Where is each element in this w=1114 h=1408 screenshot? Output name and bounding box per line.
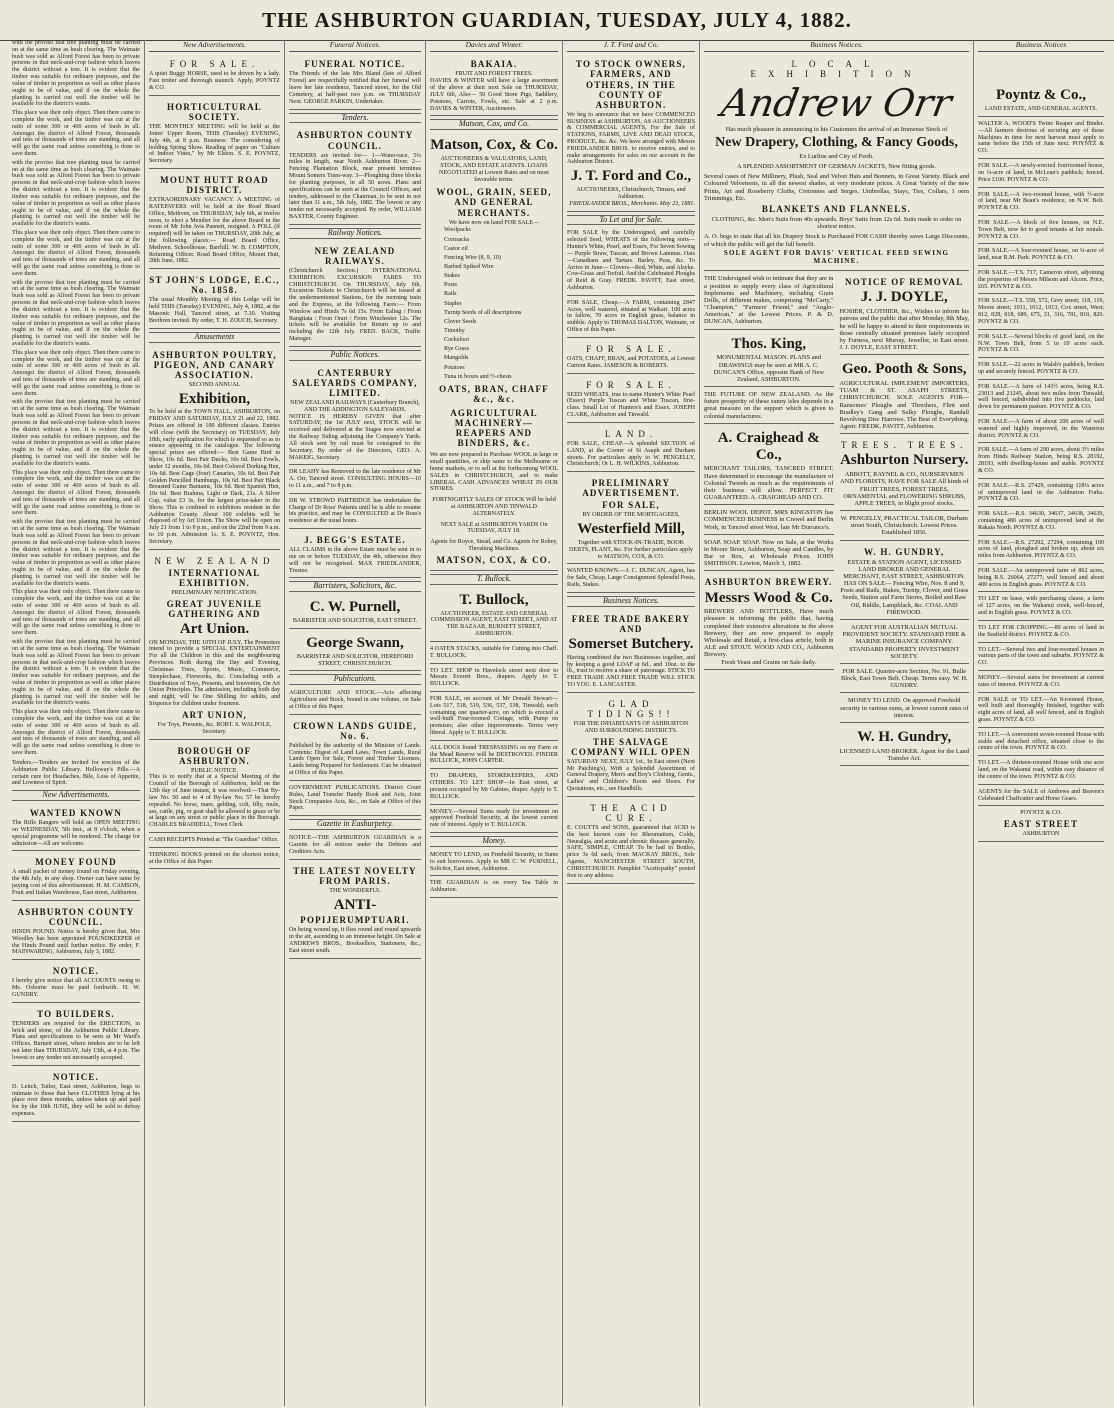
- advertisement: FUNERAL NOTICE. The Friends of the late Mrs Bland (late of Alford Forest) are respectfully notified that her funeral will leave her late residence, Tancred street, for the Old Cemetery, at half-past two p.m. on THURSDAY Next. GEORGE PARKIN, Undertaker.: [289, 55, 421, 109]
- advertisement: MONEY TO LEND. On approved Freehold security in various sums, at lowest current rates of interest.: [840, 695, 970, 723]
- column-5: [563, 40, 700, 1406]
- advertisement: GOVERNMENT PUBLICATIONS. District Court Rules, Land Transfer Handy Book and Acts, Joint Stock Companies Acts, &c., on Sale at Office of this Paper.: [289, 783, 421, 816]
- advertisement: FOR SALE. SEED WHEATS, true to name Hunter's White Pearl (Essex) Purple Tuscan and White Tuscan, first-class. Small Lot of Hunters's and Essex. JOSEPH CLARK, Ashburton and Tinwald.: [567, 376, 695, 423]
- property-listing: TO LET.—A thirteen-roomed House with one acre land, on the Wakanui road, within easy distance of the centre of the town. POYNTZ & CO.: [978, 758, 1104, 784]
- column-header: Business Notices: [978, 40, 1104, 52]
- advertisement: THE FUTURE OF NEW ZEALAND. As the future prosperity of these sunny isles depends in a great measure on the support which is given to colonial manufactures.: [704, 389, 834, 424]
- column-1: [8, 40, 145, 1406]
- property-listing: TO LET FOR CROPPING.—80 acres of land in the Seafield district. POYNTZ & CO.: [978, 623, 1104, 643]
- article-text: with the proviso that tree planting must be carried on at the same time as bush clearing. The Waimate bush was sold as Alford Forest has been to private persons in that neck-and-crop fashion which leaves the district without a tree. It is evident that the timber was suitable for ordinary purposes, and the value of timber in proportion as well as other places ought to be of value, and if on the whole the planting is carried out well the timber will be available for the district's wants.: [12, 519, 140, 587]
- column-3: [285, 40, 426, 1406]
- property-listing: FOR SALE.—R.S. 27429, containing 118¼ acres of unimproved land in the Ashburton Forks. POYNTZ & CO.: [978, 481, 1104, 507]
- column-header: New Advertisements.: [149, 40, 280, 52]
- article-text: This place was their only object. Then there came to complete the work, and the timber was cut at the ratio of some 300 or 400 acres of bush in all. Amongst the district of Alford Forest, thousands and tens of thousands of trees are standing, and all will go the same road unless something is done to save them.: [12, 589, 140, 637]
- advertisement: ALL DOGS found TRESPASSING on my Farm or the Mead Reserve will be DESTROYED. FINDER BULLOCK, JOHN CARTER.: [430, 743, 558, 769]
- advertisement: CANTERBURY SALEYARDS COMPANY, LIMITED. NEW ZEALAND RAILWAYS (Canterbury Branch), AND THE ADDINGTON SALEYARDS. NOTICE IS HEREBY GIVEN that after SATURDAY, the 1st JULY next, STOCK will be received and delivered at the Stages now erected at the Railway Siding adjoining the Company's Yards. All stock sent by rail must be consigned to the Secretary. By order of the Directors, GEO. A. MAKEIG, Secretary.: [289, 364, 421, 466]
- advertisement: FOR SALE, Cheap.—A FARM, containing 2847 Acres, well watered, situated at Waikari. 100 acres in fallow, 70 acres in English grass, balance in stubble. Apply to THOMAS DALTON, Waimate, or Office of this Paper.: [567, 298, 695, 338]
- advertisement: TO LET. SHOP in Havelock street next door to Messrs Everett Bros., drapers. Apply to T. BULLOCK.: [430, 666, 558, 692]
- page-columns: [8, 40, 1108, 1406]
- advertisement: PRELIMINARY ADVERTISEMENT. FOR SALE, BY ORDER OF THE MORTGAGEES, Westerfield Mill, Together with STOCK-IN-TRADE, BOOK DEBTS, PLANT, &c. For further particulars apply to MATSON, COX, & CO.: [567, 474, 695, 564]
- property-listing: FOR SALE.—A four-roomed house, on ¼-acre of land, near R.M. Park. POYNTZ & CO.: [978, 246, 1104, 266]
- advertisement: BOROUGH OF ASHBURTON. PUBLIC NOTICE. This is to notify that at a Special Meeting of the Council of the Borough of Ashburton, held on the 12th day of June instant, it was resolved:—That By-law No. 50 and to 4 of By-law No. 57 be hereby repealed. No horse, mare, gelding, colt, filly, mule, ass, cattle, pig, or goat shall be allowed to graze or be at large on any street or public place in the Borough. CHARLES BRADDELL, Town Clerk.: [149, 742, 280, 833]
- section-header: Public Notices.: [289, 350, 421, 361]
- advertisement: Thos. King, MONUMENTAL MASON. PLANS and DRAWINGS may be seen at MR A. C. DUNCAN'S Office, opposite Bank of New Zealand, ASHBURTON.: [704, 332, 834, 387]
- advertisement: Poyntz & Co., LAND ESTATE, AND GENERAL AGENTS.: [978, 55, 1104, 117]
- advertisement: THINKING BOOKS printed on the shortest notice, at the Office of this Paper.: [149, 850, 280, 870]
- section-header: T. Bullock.: [430, 574, 558, 585]
- article-text: with the proviso that tree planting must be carried on at the same time as bush clearing. The Waimate bush was sold as Alford Forest has been to private persons in that neck-and-crop fashion which leaves the district without a tree. It is evident that the timber was suitable for ordinary purposes, and the value of timber in proportion as well as other places ought to be of value, and if on the whole the planting is carried out well the timber will be available for the district's wants.: [12, 279, 140, 347]
- column-4: [426, 40, 563, 1406]
- section-header: Tenders.: [289, 113, 421, 124]
- advertisement-footer: POYNTZ & CO. EAST STREET ASHBURTON: [978, 808, 1104, 842]
- advertisement: FOR SALE. OATS, CHAFF, BRAN, and POTATOES, at Lowest Current Rates. JAMESON & ROBERTS.: [567, 340, 695, 374]
- section-header: Railway Notices.: [289, 228, 421, 239]
- advertisement: George Swann, BARRISTER AND SOLICITOR, HEREFORD STREET, CHRISTCHURCH.: [289, 631, 421, 671]
- newspaper-title: THE ASHBURTON GUARDIAN, TUESDAY, JULY 4, 1882.: [262, 8, 852, 32]
- advertisement: DR W. STROWD PARTRIDGE has undertaken the Charge of Dr Ross' Patients until he is able to resume his practice, and may be CONSULTED at Dr Ross's residence at the usual hours.: [289, 496, 421, 529]
- advertisement: NOTICE. I hereby give notice that all ACCOUNTS owing to Ms. Osborne must be paid forthwith. H. W. GUNDRY.: [12, 962, 140, 1003]
- advertisement: FOR SALE. A quiet Buggy HORSE, used to be driven by a lady. Fast trotter and thorough staunch. Apply, POYNTZ & CO.: [149, 55, 280, 96]
- section-header: New Advertisements.: [12, 790, 140, 801]
- sub-column-right: [840, 273, 970, 768]
- article-text: This place was their only object. Then there came to complete the work, and the timber was cut at the ratio of some 300 or 400 acres of bush in all. Amongst the district of Alford Forest, thousands and tens of thousands of trees are standing, and all will go the same road unless something is done to save them.: [12, 469, 140, 517]
- advertisement: THE ACID CURE. E. COUTTS and SONS, guaranteed that ACID is the best known cure for Rheumatism, Colds, Neuralgia, and acute and chronic diseases generally. SAFE, SIMPLE, CHEAP. To be had in Bottles, price 3s 6d each, from MACKAY BROS., Sole Agents, MANCHESTER STREET SOUTH, CHRISTCHURCH. Pamphlet "Aceticpathy" posted free to any address.: [567, 799, 695, 884]
- signature-logo: Andrew Orr: [718, 80, 955, 125]
- advertisement: MONEY TO LEND, on Freehold Security, in Sums to suit borrowers. Apply to MR C. W. PURNELL, Solicitor, East street, Ashburton.: [430, 850, 558, 876]
- advertisement: THE Undersigned wish to intimate that they are in a position to supply every class of Agricultural Implements and Machinery, including Grain Drills, of different makes, comprising "McCarty," "Champion," "Farmers' Friend," and "Anglo-American," at the Lowest Prices. P. & D. DUNCAN, Ashburton.: [704, 273, 834, 329]
- property-listing: FOR SALE or TO LET.—An 8-roomed House, well built and thoroughly finished, together with eight acres of land, all well fenced, and in English grass. POYNTZ & CO.: [978, 695, 1104, 728]
- advertisement: FOR SALE, on account of Mr Donald Stewart—Lots 517, 518, 519, 536, 537, 538, Tinwald; each containing one quarter-acre, on which is erected a well-built Four-roomed Cottage, with Pump on premises; also other improvements. Terms very liberal. Apply to T. BULLOCK.: [430, 694, 558, 741]
- property-listing: TO LET.—Several two and four-roomed houses in various parts of the town and suburbs. POYNTZ & CO.: [978, 645, 1104, 671]
- advertisement: NEW ZEALAND INTERNATIONAL EXHIBITION. PRELIMINARY NOTIFICATION. GREAT JUVENILE GATHERING AND Art Union. ON MONDAY, THE 10TH OF JULY, The Promoters intend to provide a SPECIAL ENTERTAINMENT For all the Children in this and the neighbouring Provinces. Both during the Day and Evening, Christmas Trees, Sports, Music, Commerce, Steeplechase, Fireworks, &c. Concluding with a Distribution of Toys, Presents, and Souvenirs, On Art Union Principles. The admission, including both day and night, will be One Shilling for adults, and Sixpence for children under fourteen. ART UNION, For Toys, Presents, &c. ROBT. S. WALPOLE, Secretary.: [149, 552, 280, 740]
- advertisement: NOTICE—THE ASHBURTON GUARDIAN is a Gazette for all notices under the Debtors and Creditors Acts.: [289, 833, 421, 859]
- article-text: with the proviso that tree planting must be carried on at the same time as bush clearing. The Waimate bush was sold as Alford Forest has been to private persons in that neck-and-crop fashion which leaves the district without a tree. It is evident that the timber was suitable for ordinary purposes, and the value of timber in proportion as well as other places ought to be of value, and if on the whole the planting is carried out well the timber will be available for the district's wants.: [12, 399, 140, 467]
- advertisement: CASH RECEIPTS Printed at "The Guardian" Office.: [149, 835, 280, 848]
- property-listing: FOR SALE.—R.S. 34630, 34637, 34638, 34639, containing 480 acres of unimproved land at the Rakaia North. POYNTZ & CO.: [978, 509, 1104, 535]
- property-listing: AGENTS for the SALE of Andrews and Beaven's Celebrated Chaffcutter and Horse Gears.: [978, 787, 1104, 807]
- advertisement: A. Craighead & Co., MERCHANT TAILORS, TANCRED STREET. Have determined to encourage the manufacture of Colonial Tweeds as much as the requirements of their business will allow. PERFECT FIT GUARANTEED. A. CRAIGHEAD AND CO.: [704, 426, 834, 505]
- property-listing: TO LET.—A convenient seven-roomed House with stable and detached office, situated close to the centre of the town. POYNTZ & CO.: [978, 730, 1104, 756]
- advertisement: ASHBURTON BREWERY. Messrs Wood & Co. BREWERS AND BOTTLERS, Have much pleasure in informing the public that, having completed their extensive alterations in the above Brewery, they are now prepared to supply Wholesale and Retail, a first-class article, both in ALE and STOUT. WOOD AND CO., Ashburton Brewery. Fresh Yeast and Grains on Sale daily.: [704, 573, 834, 669]
- section-header: Gazette in Eashurpetcy.: [289, 819, 421, 830]
- advertisement: TO BUILDERS. TENDERS are required for the ERECTION, in brick and stone, of the Ashburton Public Library. Plans and specifications to be seen at Mr Ward's Offices, Burnett street, where tenders are to be left not later than THURSDAY, July 13th, at 4 p.m. The lowest or any tender not necessarily accepted.: [12, 1005, 140, 1066]
- advertisement: TO DRAPERS, STOREKEEPERS, AND OTHERS. TO LET SHOP—In East street, at present occupied by Mr Gabites, draper. Apply to T. BULLOCK.: [430, 771, 558, 804]
- column-header: J. T. Ford and Co.: [567, 40, 695, 52]
- advertisement-andrew-orr: LOCAL EXHIBITION Andrew Orr Has much pleasure in announcing to his Customers the arrival of an Immense Stock of New Drapery, Clothing, & Fancy Goods, Ex Lurline and City of Perth. A SPLENDID ASSORTMENT OF GERMAN JACKETS, New fitting goods. Several cases of New Millinery, Plush, Seal and Velvet Hats and Bonnets, in Great Variety. Black and Coloured Velveteens, in all the newest shades, at very moderate prices. A Great Variety of the new Prints, Art and Roseberry Cloths, Cretonnes and Serges. Umbrellas, Stays, Ties, Collars, 1 oem Trimmings, Etc. BLANKETS AND FLANNELS. CLOTHING, &c. Men's Suits from 40s upwards. Boys' Suits from 12s 6d. Suits made to order on shortest notice. A. O. begs to state that all his Drapery Stock is Purchased FOR CASH thereby saves Large Discounts, of which the public will get the full benefit. SOLE AGENT FOR DAVIS' VERTICAL FEED SEWING MACHINE.: [704, 55, 969, 271]
- column-6: [700, 40, 974, 1406]
- section-header: To Let and for Sale.: [567, 215, 695, 226]
- advertisement: W. H. GUNDRY, ESTATE & STATION AGENT, LICENSED LAND BROKER AND GENERAL MERCHANT, EAST STREET, ASHBURTON. HAS ON SALE— Fencing Wire, Nos. 8 and 9, Posts and Rails, Stakes, Turnip, Clover, and Grass Seeds, Station and Farm Stores, Boiled and Raw Oil, Riddle, Lampblack, &c. COAL AND FIREWOOD.: [840, 543, 970, 620]
- advertisement: W. H. Gundry, LICENSED LAND BROKER. Agent for the Land Transfer Act.: [840, 725, 970, 766]
- advertisement: CROWN LANDS GUIDE, No. 6. Published by the authority of the Minister of Lands. Contents: Digest of Land Laws, Town Lands, Rural Lands Open for Sale, Forest and Timber Licenses, Lands being Prepared for Settlement. Can be obtained at Office of this Paper.: [289, 717, 421, 781]
- advertisement: T. Bullock, AUCTIONEER, ESTATE AND GENERAL COMMISSION AGENT, EAST STREET, AND AT THE BAZAAR, BURNETT STREET, ASHBURTON.: [430, 588, 558, 642]
- advertisement: DR LEAHY has Removed to the late residence of Mr A. Orr, Tancred street. CONSULTING HOURS—10 to 11 a.m., and 7 to 8 p.m.: [289, 467, 421, 493]
- advertisement: MONEY.—Several Sums ready for investment on approved Freehold Security, at the lowest current rate of interest. Apply to T. BULLOCK.: [430, 807, 558, 833]
- article-text: with the proviso that tree planting must be carried on at the same time as bush clearing. The Waimate bush was sold as Alford Forest has been to private persons in that neck-and-crop fashion which leaves the district without a tree. It is evident that the timber was suitable for ordinary purposes, and the value of timber in proportion as well as other places ought to be of value, and if on the whole the planting is carried out well the timber will be available for the district's wants.: [12, 639, 140, 707]
- property-listing: FOR SALE.—T.S. 558, 572, Grey street; 118, 119, Moore street; 1011, 1012, 1013, Cox street, West; 812, 828, 818, 689, 675, 31, 316, 781, 810, 820. POYNTZ & CO.: [978, 296, 1104, 329]
- article-text: with the proviso that tree planting must be carried on at the same time as bush clearing. The Waimate bush was sold as Alford Forest has been to private persons in that neck-and-crop fashion which leaves the district without a tree. It is evident that the timber was suitable for ordinary purposes, and the value of timber in proportion as well as other places ought to be of value, and if on the whole the planting is carried out well the timber will be available for the district's wants.: [12, 40, 140, 108]
- column-header: Business Notices.: [704, 40, 969, 52]
- advertisement: ASHBURTON COUNTY COUNCIL. TENDERS are invited for— 1—Water-race, 5¼ miles in length, near North Ashburton River. 2—Fencing Plantation Block, near present terminus Mount Somers Tram-way. 3—Ploughing three blocks for planting purposes, in all 50 acres. Plans and specifications can be seen at the Council Offices, and tenders, addressed to the Chairman, to be sent in not later than 11 a.m., 5th July, 1882. The lowest or any tender not necessarily accepted. By order, WILLIAM BAXTER, County Engineer.: [289, 126, 421, 224]
- advertisement: FOR SALE. Quarter-acre Section, No. 91, Bulle Block, East Town Belt. Cheap. Terms easy. W. H. GUNDRY.: [840, 666, 970, 694]
- advertisement: THE GUARDIAN is on every Tea Table in Ashburton.: [430, 878, 558, 898]
- advertisement: WANTED KNOWN.—J. C. DUNCAN, Agent, has for Sale, Cheap, Large Consignment Splendid Posts, Rails, Stakes.: [567, 566, 695, 592]
- property-listing: FOR SALE.—A farm of 143½ acres, being R.S. 23013 and 21245, about two miles from Tinwald; well fenced, subdivided into five paddocks, laid down for permanent pasture. POYNTZ & CO.: [978, 382, 1104, 415]
- advertisement: NOTICE. D. Leitch, Tailor, East street, Ashburton, begs to intimate to those that have CLOTHES lying at his place over three months, unless taken up and paid for by the 10th JUNE, they will be sold to defray expenses.: [12, 1068, 140, 1122]
- advertisement: TO STOCK OWNERS, FARMERS, AND OTHERS, IN THE COUNTY OF ASHBURTON. We beg to announce that we have COMMENCED BUSINESS at ASHBURTON, AS AUCTIONEERS & COMMERCIAL AGENTS, For the Sale of STATIONS, FARMS, LIVE AND DEAD STOCK, PRODUCE, &c. &c. We have arranged with Messrs FRIEDLANDER BROS. to receive entries, and to make arrangements for sales on our account in the Ashburton District. J. T. Ford and Co., AUCTIONEERS, Christchurch, Timaru, and Ashburton. FRIEDLANDER BROS., Merchants. May 23, 1881.: [567, 55, 695, 211]
- article-text: This place was their only object. Then there came to complete the work, and the timber was cut at the ratio of some 300 or 400 acres of bush in all. Amongst the district of Alford Forest, thousands and tens of thousands of trees are standing, and all will go the same road unless something is done to save them.: [12, 229, 140, 277]
- advertisement: FOR SALE by the Undersigned, and carefully selected Seed, WHEATS of the following sorts—Hunter's White, Pearl, and Essex, For Seven Sowing— Purple Straw, Tuscan, and Brown Lammas. Oats—Canadians and Tartars. Barley, Peas, &c. To Arrive in June— Clovers—Red, White, and Alsyke. Cow-Grass and Trefoil. And the Celebrated Ploughs of Reid & Gray. FREDK. PAVITT, East street, Ashburton.: [567, 228, 695, 295]
- advertisement: ASHBURTON COUNTY COUNCIL. HINDS POUND. Notice is hereby given that, Mrs Woodley has been appointed POUNDKEEPER of the Hinds Pound until further notice. By order, F. MAINWARING, Ashburton, July 3, 1882.: [12, 903, 140, 960]
- property-listing: FOR SALE.—A farm of 290 acres, about 3½ miles from Hinds Railway Station, being R.S. 28192, 28193, with dwelling-house and stable. POYNTZ & CO.: [978, 445, 1104, 478]
- property-listing: FOR SALE.—R.S. 27292, 27294, containing 100 acres of land, ploughed and broken up, about six miles from Ashburton. POYNTZ & CO.: [978, 538, 1104, 564]
- section-header: Business Notices.: [567, 596, 695, 607]
- advertisement: TREES. TREES. Ashburton Nursery. ABBOTT, RAYNEL & CO., NURSERYMEN AND FLORISTS, HAVE FOR SALE All kinds of FRUIT TREES, FOREST TREES, ORNAMENTAL and FLOWERING SHRUBS, APPLE TREES, in blight proof stocks.: [840, 436, 970, 511]
- property-listing: MONEY.—Several sums for investment at current rates of interest. POYNTZ & CO.: [978, 673, 1104, 693]
- advertisement: FREE TRADE BAKERY AND Somerset Butchery. Having combined the two Businesses together, and by keeping a good LOAF at 6d., and 10oz. to the lb., trust to receive a share of patronage. STICK TO FREE TRADE AND FREE TRADE WILL STICK TO YOU. E. LANCASTER.: [567, 610, 695, 693]
- property-listing: FOR SALE.—A newly-erected fourroomed house, on ¼-acre of land, in McLean's paddock; fenced. Price £100. POYNTZ & CO.: [978, 161, 1104, 187]
- two-column-block: [704, 273, 969, 768]
- advertisement: LAND. FOR SALE, CHEAP.—A splendid SECTION of LAND, at the Corner of St Asaph and Durham streets. For particulars apply to W. PENGELLY, Christchurch; Or L. H. WILKINS, Ashburton.: [567, 425, 695, 472]
- advertisement: NOTICE OF REMOVAL J. J. DOYLE, HOSIER, CLOTHIER, &c., Wishes to inform his patrons and the public that after Monday, 8th May, he will be happy to attend to their requirements in those centrally situated premises lately occupied by Furness, next Murray, Jeweller, in East street. J. J. DOYLE, EAST STREET.: [840, 273, 970, 355]
- advertisement: Matson, Cox, & Co. AUCTIONEERS & VALUATORS, LAND, STOCK, AND ESTATE AGENTS. LOANS NEGOTIATED at Lowest Rates and on most favorable terms. WOOL, GRAIN, SEED, AND GENERAL MERCHANTS. We have now on hand FOR SALE— Woolpacks Cornsacks Castor oil Fencing Wire (8, 9, 10) Barbed Spiked Wire Stakes Posts Rails Staples Turnip Seeds of all descriptions Clover Seeds Timothy Cocksfoot Rye Grass Mangolds Potatoes Tuna in boxes and ½-chests OATS, BRAN, CHAFF &c., &c. AGRICULTURAL MACHINERY—REAPERS AND BINDERS, &c. We are now prepared to Purchase WOOL in large or small quantities, or ship same to the Melbourne or home markets, or to sell at the forthcoming WOOL SALES in CHRISTCHURCH, and to make LIBERAL CASH ADVANCES WHEAT IN OUR STORES. FORTNIGHTLY SALES OF STOCK Will be held at ASHBURTON AND TINWALD ALTERNATELY. NEXT SALE at ASHBURTON YARDS On TUESDAY, JULY 18. Agents for Royce, Stead, and Co. Agents for Robey, Threshing Machines. MATSON, COX, & CO.: [430, 133, 558, 571]
- advertisement: MONEY FOUND A small packet of money found on Friday evening, the 4th July, in any shop. Owner can have same by paying cost of this advertisement. H. M. CAMSON, Fruit and Italian Warehouse, East street, Ashburton.: [12, 853, 140, 900]
- advertisement: BERLIN WOOL DEPOT. MRS KINGSTON has COMMENCED BUSINESS in Crewel and Berlin Work, in Tancred street West, late Mr Durrance's.: [704, 507, 834, 535]
- property-listing: FOR SALE.—A block of five houses, on N.E. Town Belt, now let to good tenants at fair rentals. POYNTZ & CO.: [978, 218, 1104, 244]
- advertisement: THE LATEST NOVELTY FROM PARIS. THE WONDERFUL ANTI- POPIJERUMPTUARI. On being wound up, it flies round and round upwards in the air, ascending to an immense height. On Sale at ANDREWS BROS., Booksellers, Stationers, &c., East street south.: [289, 862, 421, 959]
- section-header: Money.: [430, 836, 558, 847]
- advertisement: W. PENGELLY, PRACTICAL TAILOR, Durham street South, Christchurch. Lowest Prices. Established 1856.: [840, 513, 970, 541]
- advertisement: C. W. Purnell, BARRISTER AND SOLICITOR, EAST STREET.: [289, 595, 421, 629]
- article-text: This place was their only object. Then there came to complete the work, and the timber was cut at the ratio of some 300 or 400 acres of bush in all. Amongst the district of Alford Forest, thousands and tens of thousands of trees are standing, and all will go the same road unless something is done to save them.: [12, 110, 140, 157]
- tenders-notice: Tenders.—Tenders are invited for erection of the Ashburton Public Library. Holloway's Pills.—A certain cure for Headaches, Bile, Loss of Appetite, and Lowness of Spirit.: [12, 759, 140, 787]
- section-header: Matson, Cox, and Co.: [430, 119, 558, 130]
- advertisement: HORTICULTURAL SOCIETY. THE MONTHLY MEETING will be held at the Jones' Upper Room, THIS (Tuesday) EVENING, July 4th, at 8 p.m. Business: The considering of holding Spring Show. Reading of paper on "Culture of Indoor Vines," by Mr Elston. S. E. POYNTZ, Secretary.: [149, 98, 280, 169]
- property-listing: FOR SALE.—Several blocks of good land, on the N.W. Town Belt, from 5 to 10 acres each. POYNTZ & CO.: [978, 332, 1104, 358]
- advertisement: GLAD TIDINGS!! FOR THE INHABITANTS OF ASHBURTON AND SURROUNDING DISTRICTS. THE SALVAGE COMPANY WILL OPEN SATURDAY NEXT, JULY 1st., In East street (Next Mr Patching's), With a Splendid Assortment of General Drapery, Men's and Boy's Clothing, Gents., Ladies' and Children's Boots and Shoes. For Quotations, etc., see Handbills.: [567, 695, 695, 797]
- advertisement: 4 OATEN STACKS, suitable for Cutting into Chaff. T. BULLOCK.: [430, 644, 558, 664]
- advertisement: ST JOHN'S LODGE, E.C., No. 1858. The usual Monthly Meeting of this Lodge will be held THIS (Tuesday) EVENING, July 4, 1882, at the Masonic Hall, Tancred street, at 7.30. Visiting Brethren invited. By order, T. H. ZOUCH, Secretary.: [149, 271, 280, 328]
- column-header: Davies and Winter.: [430, 40, 558, 52]
- property-listing: WALTER A. WOOD'S Twine Reaper and Binder.—All farmers desirous of securing any of these Machines in time for next harvest must apply to same before the 15th of June next. POYNTZ & CO.: [978, 119, 1104, 159]
- sub-column-left: [704, 273, 834, 768]
- advertisement: Geo. Pooth & Sons, AGRICULTURAL IMPLEMENT IMPORTERS, TUAM & ST. ASAPH STREETS, CHRISTCHURCH. SOLE AGENTS FOR— Ransomes' Ploughs and Threshers, Flint and Bradley's Gang and Sulky Ploughs, Randall Revolving Disc Harrows. The Best of Everything. Agent: FREDK. PAVITT, Ashburton.: [840, 357, 970, 434]
- article-text: This place was their only object. Then there came to complete the work, and the timber was cut at the ratio of some 300 or 400 acres of bush in all. Amongst the district of Alford Forest, thousands and tens of thousands of trees are standing, and all will go the same road unless something is done to save them.: [12, 349, 140, 397]
- section-header: Barristers, Solicitors, &c.: [289, 581, 421, 592]
- advertisement: J. BEGG'S ESTATE. ALL CLAIMS in the above Estate must be sent in to me on or before TUESDAY, the 4th, otherwise they will not be recognised. MAX FRIEDLANDER, Trustee.: [289, 531, 421, 578]
- section-header: Publications.: [289, 674, 421, 685]
- advertisement: NEW ZEALAND RAILWAYS. (Christchurch Section.) INTERNATIONAL EXHIBITION. EXCURSION FARES TO CHRISTCHURCH. On THURSDAY, July 6th, Excursion Tickets to Christchurch will be issued at the undermentioned Stations, for the morning train and the Express, at the following Fares:— From Winslow and Hinds 7s 6d 15s. From Ealing / From Rangitata / From Orari / From Winchester 12s. The tickets will be available for Return up to and including the 12th July. FRED. BACK, Traffic Manager.: [289, 242, 421, 347]
- property-listing: FOR SALE.—22 acres in Walsh's paddock, broken up and securely fenced. POYNTZ & CO.: [978, 360, 1104, 380]
- column-8: [974, 40, 1108, 1406]
- column-header: Funeral Notices.: [289, 40, 421, 52]
- column-2: [145, 40, 285, 1406]
- goods-list: Woolpacks Cornsacks Castor oil Fencing Wire (8, 9, 10) Barbed Spiked Wire Stakes Posts Rails Staples Turnip Seeds of all descriptions Clover Seeds Timothy Cocksfoot Rye Grass Mangolds Potatoes Tuna in boxes and ½-chests: [444, 227, 522, 380]
- property-listing: FOR SALE.—An unimproved farm of 862 acres, being R.S. 26064, 27277; well fenced and about 400 acres in English grass. POYNTZ & CO.: [978, 566, 1104, 592]
- article-text: with the proviso that tree planting must be carried on at the same time as bush clearing. The Waimate bush was sold as Alford Forest has been to private persons in that neck-and-crop fashion which leaves the district without a tree. It is evident that the timber was suitable for ordinary purposes, and the value of timber in proportion as well as other places ought to be of value, and if on the whole the planting is carried out well the timber will be available for the district's wants.: [12, 159, 140, 228]
- advertisement: AGRICULTURE AND STOCK.—Acts affecting Agriculture and Stock, bound in one volume, on Sale at Office of this Paper.: [289, 688, 421, 714]
- property-listing: FOR SALE.—T.S. 717, Cameron street, adjoining the properties of Messrs Milsom and Alcorn. Price, £65. POYNTZ & CO.: [978, 268, 1104, 294]
- property-listing: FOR SALE.—A farm of about 200 acres of well watered and highly improved, in the Waterton district. POYNTZ & CO.: [978, 417, 1104, 443]
- advertisement: WANTED KNOWN The Rifle Rangers will hold an OPEN MEETING on WEDNESDAY, 5th inst., at 8 o'clock, when a special programme will be rendered. The charge for admission—All are welcome.: [12, 804, 140, 851]
- masthead: [0, 0, 1114, 41]
- property-listing: FOR SALE.—A two-roomed house, with ½-acre of land, near Mr Bean's residence, on N.W. Belt. POYNTZ & CO.: [978, 190, 1104, 216]
- advertisement: SOAP. SOAP. SOAP. Now on Sale, at the Works in Moore Street, Ashburton, Soap and Candles, by Bar or Box, at Wholesale Prices. JOHN SMITHSON. Lowton, March 3, 1882.: [704, 537, 834, 572]
- advertisement: ASHBURTON POULTRY, PIGEON, AND CANARY ASSOCIATION. SECOND ANNUAL Exhibition, To be held at the TOWN HALL, ASHBURTON, on FRIDAY AND SATURDAY, JULY 21 and 22, 1882. Prizes are offered in 100 different classes. Entries will close (with the Secretary) on TUESDAY, July 18th, early application for which is requested so as to ensure appearing in the catalogue. The following special prizes are offered:— Best Game Bird in Show, 10s 6d. Best Pair Ducks, 10s 6d. Best Fowls, under 12 months, 10s 6d. Best Colored Dorking Hen, 10s 6d. Best Cage (four) Canaries, 10s 6d. Best Pair Golden Pencilled Hamburgs, 10s 6d. Best Pair Black Breasted Game Bantams, 10s 6d. Best Spanish Hen, 10s 6d. Best Brahma, Light or Dark, 21s. A Silver Cup, value £3 3s, for the largest prize-taker in the Show. This is confined to exhibitors resident in the Ashburton County. About 100 exhibits will be disposed of by Art Union. The Show will be open on July 21 from 1 to 9 p.m., and on the 22nd from 9 a.m. to 10 p.m. Admission 1s. S. E. POYNTZ, Hon. Secretary.: [149, 346, 280, 550]
- advertisement: MOUNT HUTT ROAD DISTRICT. EXTRAORDINARY VACANCY. A MEETING of RATEPAYERS will be held at the Road Board Office, Methven, on THURSDAY, July 6th, at twelve noon, to elect a Member for the above Board in the room of Mr John Avis Pannett, resigned. A POLL (if required) will be taken on THURSDAY, 20th July, at the following places:— Road Board Office, Methven. Schoolhouse, Barrhill. W. B. COMPTON, Returning Officer. Road Board Office, Mount Hutt, 28th June, 1882.: [149, 171, 280, 269]
- article-text: This place was their only object. Then there came to complete the work, and the timber was cut at the ratio of some 300 or 400 acres of bush in all. Amongst the district of Alford Forest, thousands and tens of thousands of trees are standing, and all will go the same road unless something is done to save them.: [12, 709, 140, 757]
- property-listing: TO LET on lease, with purchasing clause, a farm of 127 acres, on the Wakanui creek, well-fenced, and in English grass. POYNTZ & CO.: [978, 594, 1104, 620]
- section-header: Amusements: [149, 332, 280, 343]
- advertisement: BAKAIA. FRUIT AND FOREST TREES. DAVIES & WINTER will have a large assortment of the above at their next Sale on THURSDAY, JULY 6th, Also— 50 Good Store Pigs, Saddlery, Potatoes, Carrots, Fowls, etc. Sale at 2 p.m. DAVIES & WINTER, Auctioneers.: [430, 55, 558, 116]
- advertisement: AGENT FOR AUSTRALIAN MUTUAL PROVIDENT SOCIETY. STANDARD FIRE & MARINE INSURANCE COMPANY. STANDARD PROPERTY INVESTMENT SOCIETY.: [840, 622, 970, 664]
